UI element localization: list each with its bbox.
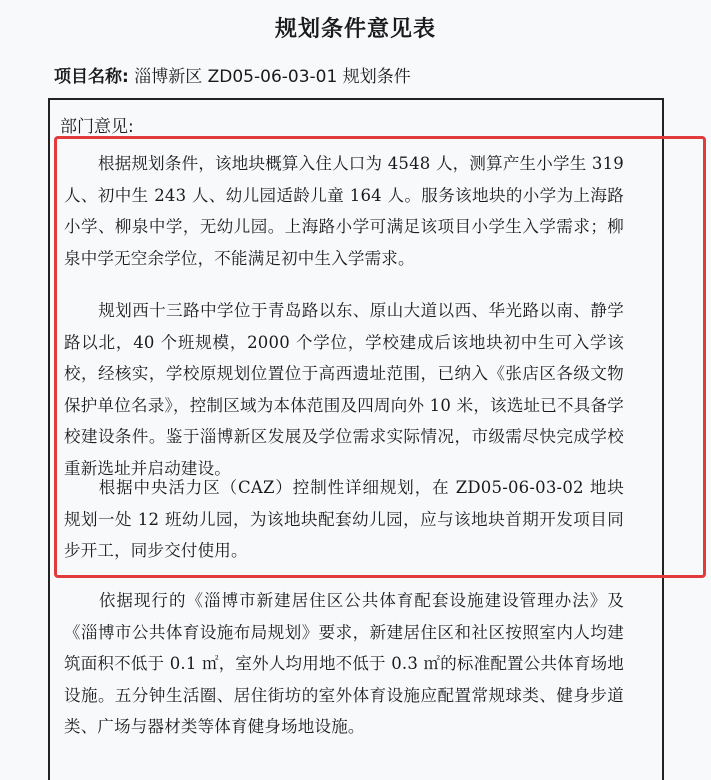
opinion-paragraph-4	[64, 585, 624, 743]
department-opinion-label: 部门意见:	[60, 117, 134, 137]
project-name-row	[54, 62, 411, 87]
project-name-value: 淄博新区 ZD05-06-03-01 规划条件	[134, 67, 411, 87]
opinion-paragraph-3	[64, 472, 624, 567]
project-name-label: 项目名称:	[54, 67, 129, 87]
paragraph-text: 根据规划条件，该地块概算入住人口为 4548 人，测算产生小学生 319 人、初中生 243 人、幼儿园适龄儿童 164 人。服务该地块的小学为上海路小学、柳泉中学，无幼儿园。上海路小学可满足该项目小学生入学需求；柳泉中学无空余学位，不能满足初中生入学需求。	[64, 154, 624, 268]
paragraph-text: 根据中央活力区（CAZ）控制性详细规划，在 ZD05-06-03-02 地块规划一处 12 班幼儿园，为该地块配套幼儿园，应与该地块首期开发项目同步开工，同步交付使用。	[64, 478, 624, 561]
opinion-paragraph-2	[64, 295, 624, 485]
paragraph-text: 依据现行的《淄博市新建居住区公共体育配套设施建设管理办法》及《淄博市公共体育设施布局规划》要求，新建居住区和社区按照室内人均建筑面积不低于 0.1 ㎡，室外人均用地不低于 0.3 ㎡的标准配置公共体育场地设施。五分钟生活圈、居住街坊的室外体育设施应配置常规球类、健身步道类、广场与器材类等体育健身场地设施。	[64, 591, 624, 737]
document-title: 规划条件意见表	[274, 17, 436, 42]
paragraph-text: 规划西十三路中学位于青岛路以东、原山大道以西、华光路以南、静学路以北，40 个班规模，2000 个学位，学校建成后该地块初中生可入学该校，经核实，学校原规划位置位于高西遗址范围，已纳入《张店区各级文物保护单位名录》，控制区域为本体范围及四周向外 10 米，该选址已不具备学校建设条件。鉴于淄博新区发展及学位需求实际情况，市级需尽快完成学校重新选址并启动建设。	[64, 301, 624, 478]
opinion-paragraph-1	[64, 148, 624, 274]
